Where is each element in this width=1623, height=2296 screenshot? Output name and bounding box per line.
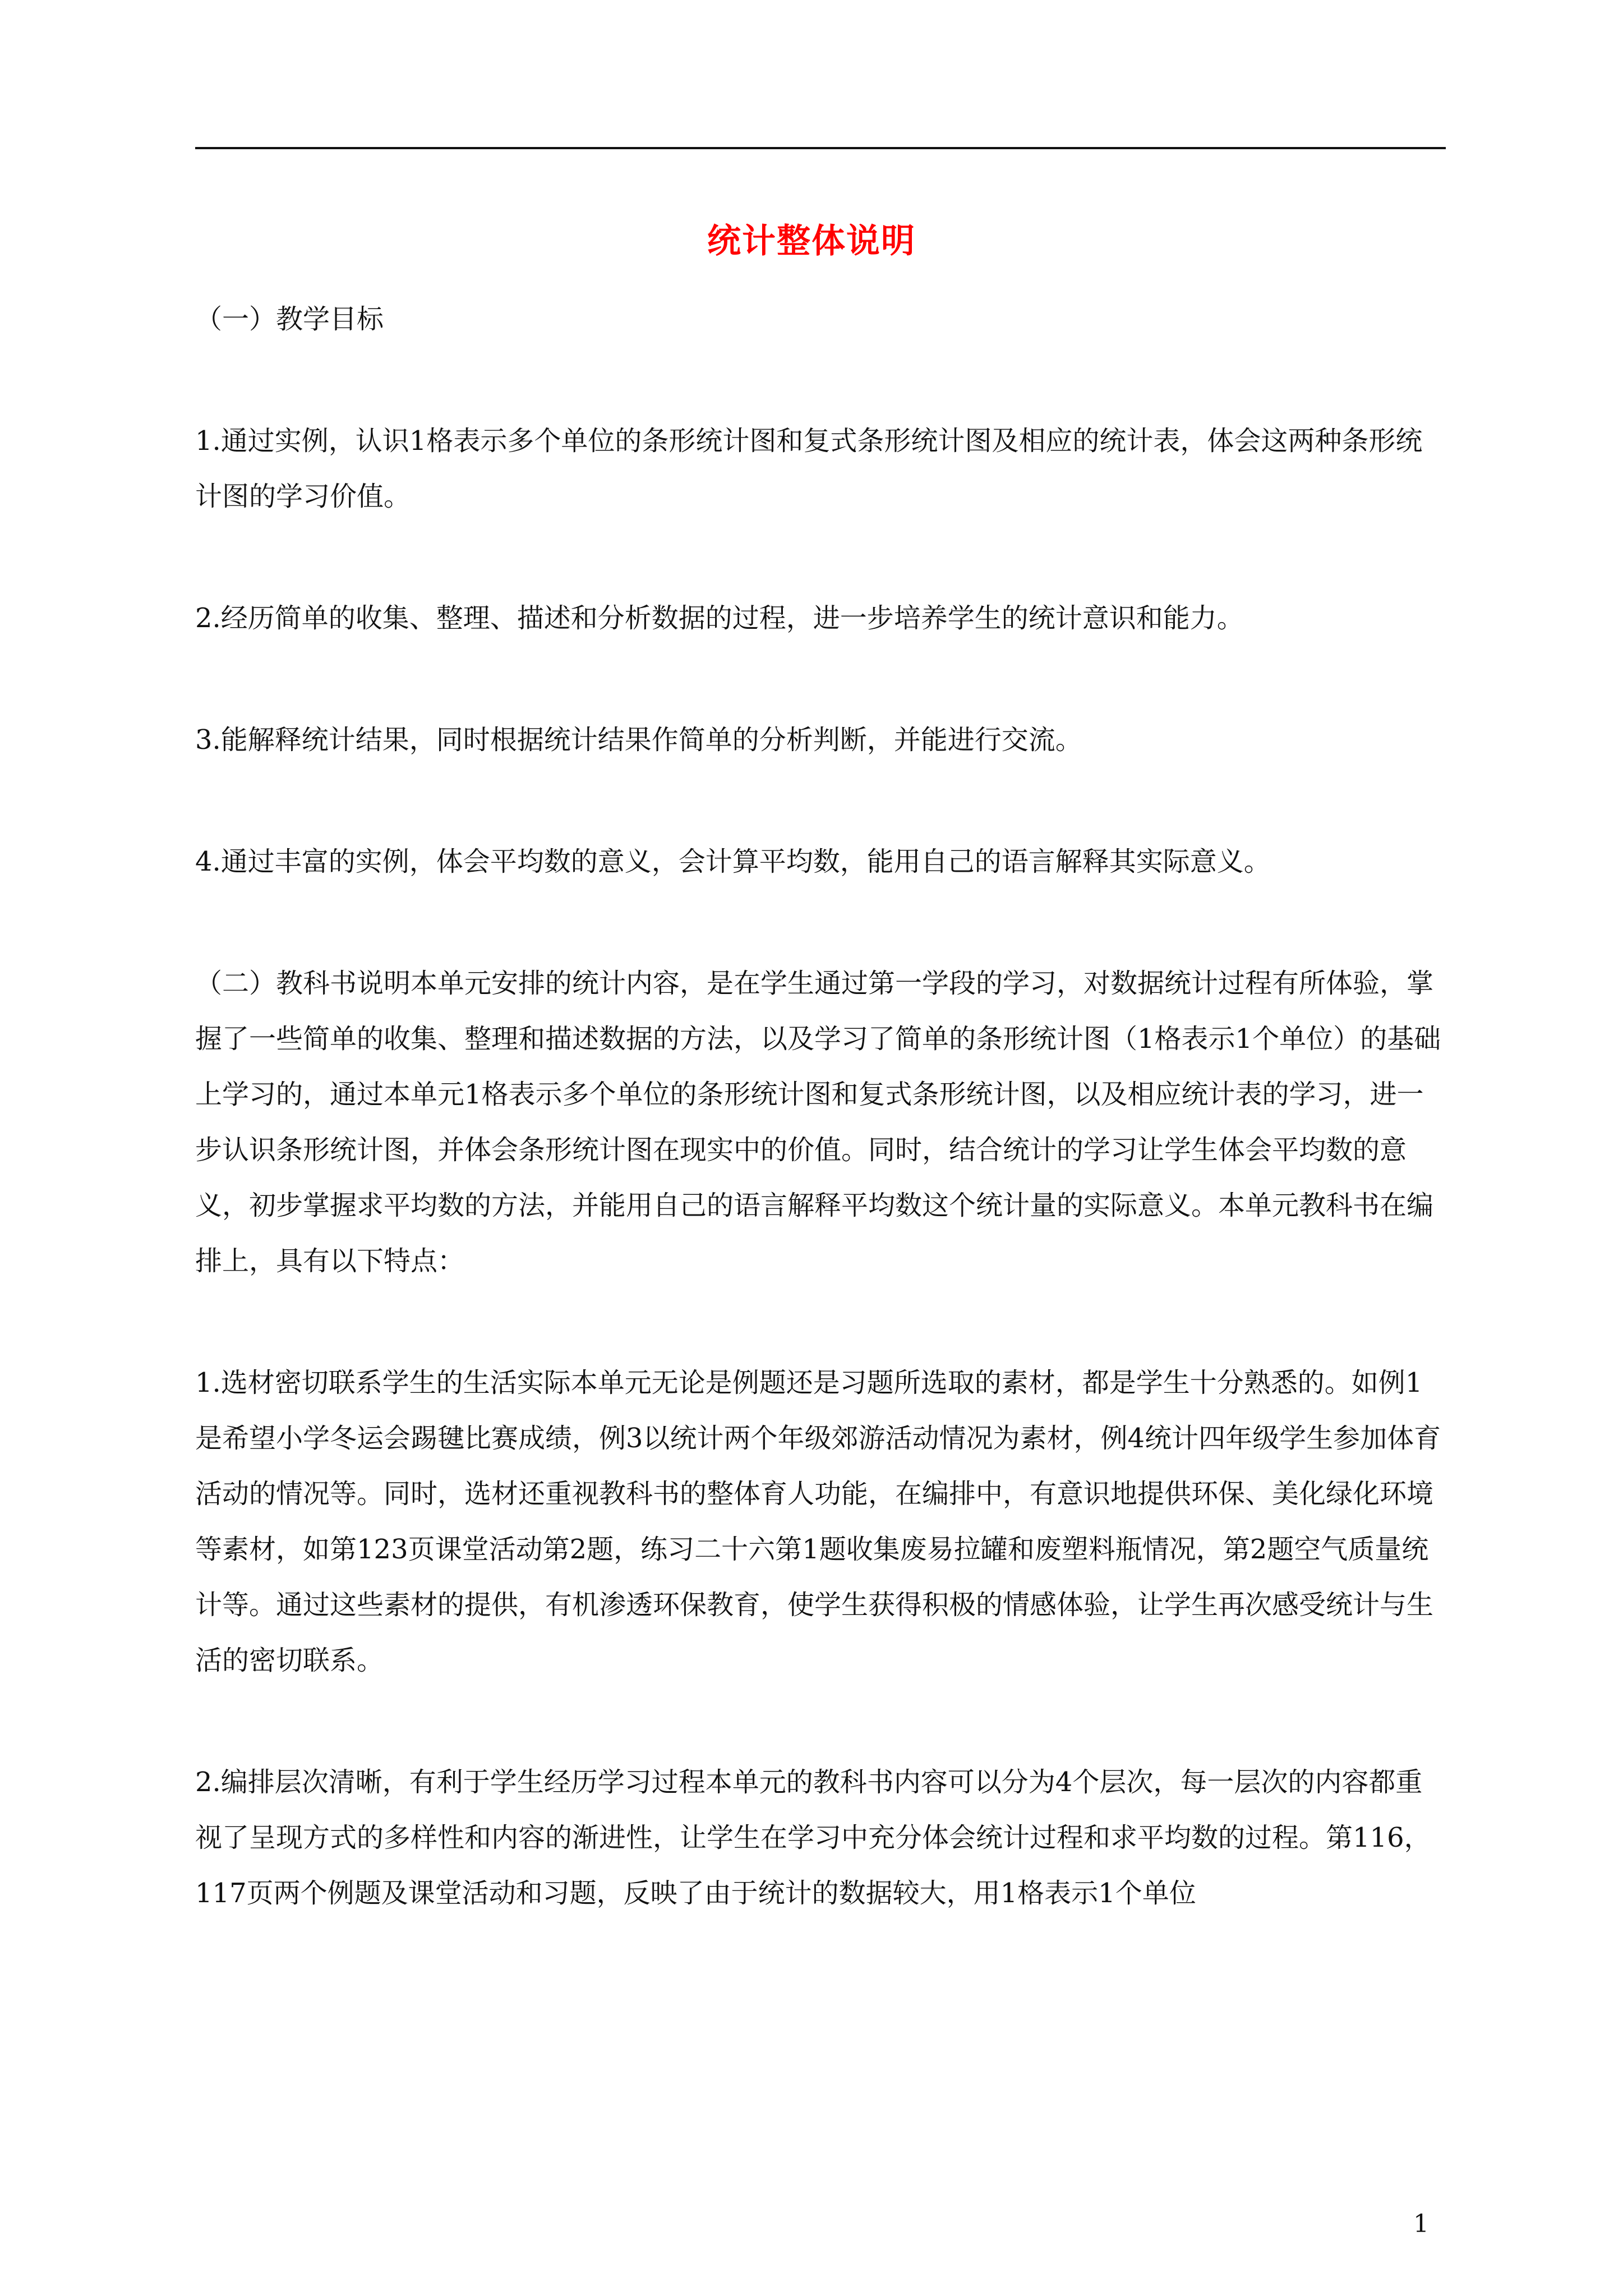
goal-item-4: 4.通过丰富的实例，体会平均数的意义，会计算平均数，能用自己的语言解释其实际意义。 bbox=[195, 846, 1271, 877]
section-heading-goals: （一）教学目标 bbox=[195, 303, 384, 335]
textbook-description: （二）教科书说明本单元安排的统计内容，是在学生通过第一学段的学习，对数据统计过程有所体验，掌握了一些简单的收集、整理和描述数据的方法，以及学习了简单的条形统计图（1格表示1个单位）的基础上学习的，通过本单元1格表示多个单位的条形统计图和复式条形统计图，以及相应统计表的学习，进一步认识条形统计图，并体会条形统计图在现实中的价值。同时，结合统计的学习让学生体会平均数的意义，初步掌握求平均数的方法，并能用自己的语言解释平均数这个统计量的实际意义。本单元教科书在编排上，具有以下特点： bbox=[195, 968, 1441, 1277]
page-number: 1 bbox=[1413, 2210, 1429, 2238]
document-body bbox=[195, 292, 1446, 1921]
feature-item-2: 2.编排层次清晰，有利于学生经历学习过程本单元的教科书内容可以分为4个层次，每一层次的内容都重视了呈现方式的多样性和内容的渐进性，让学生在学习中充分体会统计过程和求平均数的过程。第116，117页两个例题及课堂活动和习题，反映了由于统计的数据较大，用1格表示1个单位 bbox=[195, 1766, 1431, 1909]
goal-item-2: 2.经历简单的收集、整理、描述和分析数据的过程，进一步培养学生的统计意识和能力。 bbox=[195, 602, 1244, 634]
feature-item-1: 1.选材密切联系学生的生活实际本单元无论是例题还是习题所选取的素材，都是学生十分熟悉的。如例1是希望小学冬运会踢毽比赛成绩，例3以统计两个年级郊游活动情况为素材，例4统计四年级学生参加体育活动的情况等。同时，选材还重视教科书的整体育人功能，在编排中，有意识地提供环保、美化绿化环境等素材，如第123页课堂活动第2题，练习二十六第1题收集废易拉罐和废塑料瓶情况，第2题空气质量统计等。通过这些素材的提供，有机渗透环保教育，使学生获得积极的情感体验，让学生再次感受统计与生活的密切联系。 bbox=[195, 1367, 1441, 1676]
document-title: 统计整体说明 bbox=[707, 222, 916, 261]
goal-item-1: 1.通过实例，认识1格表示多个单位的条形统计图和复式条形统计图及相应的统计表，体会这两种条形统计图的学习价值。 bbox=[195, 425, 1423, 512]
goal-item-3: 3.能解释统计结果，同时根据统计结果作简单的分析判断，并能进行交流。 bbox=[195, 724, 1082, 756]
header-rule bbox=[195, 147, 1446, 149]
